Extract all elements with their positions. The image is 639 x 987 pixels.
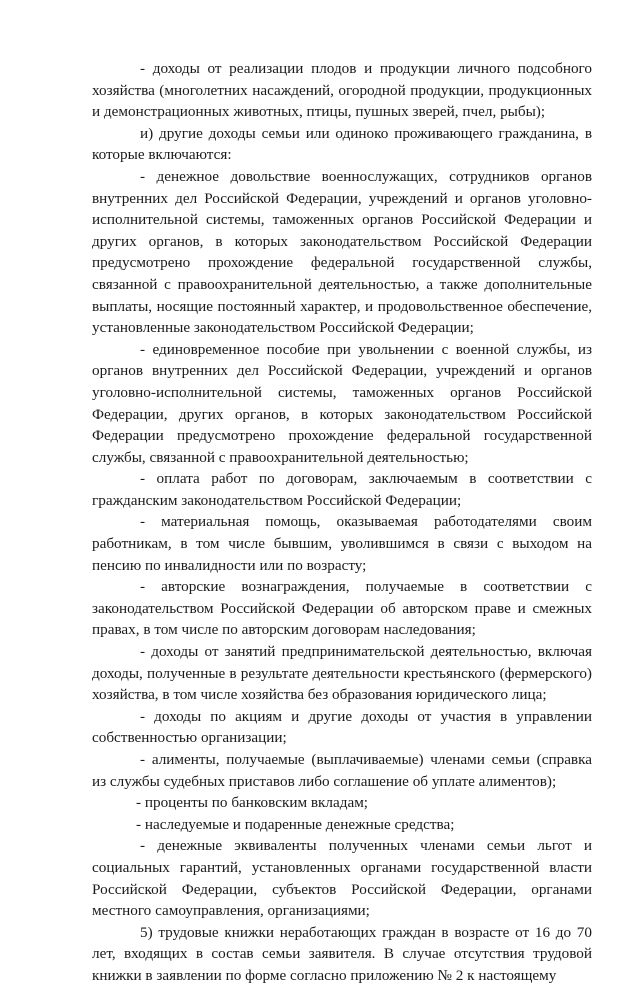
paragraph-work-books: 5) трудовые книжки неработающих граждан в возрасте от 16 до 70 лет, входящих в состав семьи заявителя. В случае отсутствия трудовой книжки в заявлении по форме согласно приложению № 2 к настоящему [92, 923, 592, 984]
paragraph-inherited-funds: - наследуемые и подаренные денежные средства; [136, 815, 455, 833]
paragraph-contract-payment: - оплата работ по договорам, заключаемым в соответствии с гражданским законодательством Российской Федерации; [92, 470, 592, 509]
paragraph-severance-allowance: - единовременное пособие при увольнении с военной службы, из органов внутренних дел Российской Федерации, учреждений и органов уголовно-исполнительной системы, таможенных органов Российской Федерации, других органов, в которых законодательством Российской Федерации предусмотрено прохождение федеральной государственной службы, связанной с правоохранительной деятельностью; [92, 340, 592, 466]
paragraph-benefit-equivalents: - денежные эквиваленты полученных членами семьи льгот и социальных гарантий, установленных органами государственной власти Российской Федерации, субъектов Российской Федерации, органами местного самоуправления, организациями; [92, 837, 592, 920]
paragraph-alimony: - алименты, получаемые (выплачиваемые) членами семьи (справка из службы судебных приставов либо соглашение об уплате алиментов); [92, 751, 592, 790]
document-body [92, 58, 592, 987]
paragraph-bank-interest: - проценты по банковским вкладам; [136, 794, 369, 812]
paragraph-military-allowance: - денежное довольствие военнослужащих, сотрудников органов внутренних дел Российской Федерации, учреждений и органов уголовно-исполнительной системы, таможенных органов Российской Федерации и других органов, в которых законодательством Российской Федерации предусмотрено прохождение федеральной государственной службы, связанной с правоохранительной деятельностью, а также дополнительные выплаты, носящие постоянный характер, и продовольственное обеспечение, установленные законодательством Российской Федерации; [92, 167, 592, 337]
paragraph-household-income: - доходы от реализации плодов и продукции личного подсобного хозяйства (многолетних насаждений, огородной продукции, продукционных и демонстрационных животных, птицы, пушных зверей, пчел, рыбы); [92, 60, 592, 121]
paragraph-shares-income: - доходы по акциям и другие доходы от участия в управлении собственностью организации; [92, 707, 592, 747]
paragraph-author-fees: - авторские вознаграждения, получаемые в соответствии с законодательством Российской Федерации об авторском праве и смежных правах, в том числе по авторским договорам наследования; [92, 578, 592, 639]
paragraph-business-income: - доходы от занятий предпринимательской деятельностью, включая доходы, полученные в результате деятельности крестьянского (фермерского) хозяйства, в том числе хозяйства без образования юридического лица; [92, 643, 592, 704]
paragraph-material-aid: - материальная помощь, оказываемая работодателями своим работникам, в том числе бывшим, уволившимся в связи с выходом на пенсию по инвалидности или по возрасту; [92, 513, 592, 574]
paragraph-other-income-intro: и) другие доходы семьи или одиноко проживающего гражданина, в которые включаются: [92, 124, 592, 164]
